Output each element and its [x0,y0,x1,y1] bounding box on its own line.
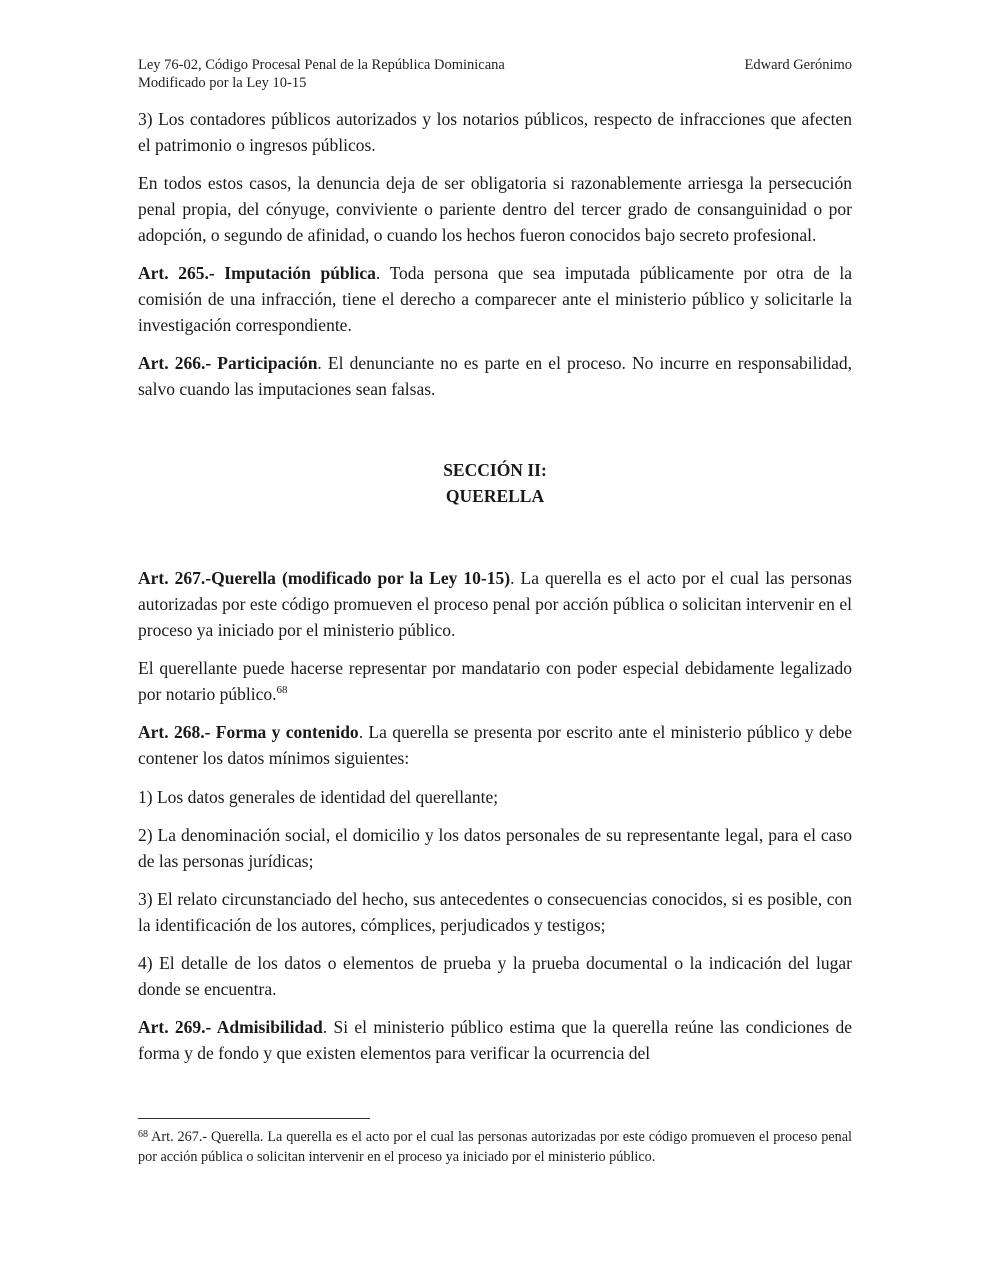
paragraph: En todos estos casos, la denuncia deja de ser obligatoria si razonablemente arriesga la persecución penal propia, del cónyuge, conviviente o pariente dentro del tercer grado de consanguinidad o por adopción, o segundo de afinidad, o cuando los hechos fueron conocidos bajo secreto profesional. [138,173,852,245]
document-page [138,56,852,1079]
header-subtitle: Modificado por la Ley 10-15 [138,75,307,91]
article-text: . La querella se presenta por escrito ante el ministerio público y debe contener los datos mínimos siguientes: [138,722,852,769]
section-name: QUERELLA [445,486,545,507]
article-title: Art. 265.- Imputación pública [138,262,376,283]
footnote [138,1128,852,1167]
page-header [138,56,852,92]
footnote-divider [138,1118,370,1119]
list-item: 3) El relato circunstanciado del hecho, sus antecedentes o consecuencias conocidos, si es posible, con la identificación de los autores, cómplices, perjudicados y testigos; [138,888,852,935]
footnote-reference[interactable]: 68 [276,684,288,697]
header-author: Edward Gerónimo [744,57,852,73]
paragraph [138,656,852,708]
article-text: . La querella es el acto por el cual las personas autorizadas por este código promueven el proceso penal por acción pública o solicitan intervenir en el proceso ya iniciado por el ministerio público. [138,568,852,641]
paragraph-text: El querellante puede hacerse representar por mandatario con poder especial debidamente legalizado por notario público. [138,658,852,705]
article-title: Art. 267.-Querella (modificado por la Ley 10-15) [138,568,511,589]
article-text: . El denunciante no es parte en el proceso. No incurre en responsabilidad, salvo cuando las imputaciones sean falsas. [138,352,852,399]
list-item: 4) El detalle de los datos o elementos de prueba y la prueba documental o la indicación del lugar donde se encuentra. [138,953,852,999]
article-title: Art. 268.- Forma y contenido [138,722,359,743]
paragraph: 3) Los contadores públicos autorizados y los notarios públicos, respecto de infracciones que afecten el patrimonio o ingresos públicos. [138,109,852,155]
footnote-text: Art. 267.- Querella. La querella es el acto por el cual las personas autorizadas por este código promueven el proceso penal por acción pública o solicitan intervenir en el proceso ya iniciado por el ministerio público. [138,1129,852,1165]
article-267 [138,566,852,643]
article-265 [138,261,852,338]
article-266 [138,351,852,403]
section-label: SECCIÓN II: [443,460,547,481]
article-title: Art. 266.- Participación [138,352,318,373]
article-title: Art. 269.- Admisibilidad [138,1017,323,1038]
header-title: Ley 76-02, Código Procesal Penal de la República Dominicana [138,57,505,73]
section-heading [138,457,852,509]
footnote-number: 68 [138,1129,148,1140]
article-text: . Toda persona que sea imputada públicamente por otra de la comisión de una infracción, tiene el derecho a comparecer ante el ministerio público y solicitarle la investigación correspondiente. [138,262,852,335]
list-item: 1) Los datos generales de identidad del querellante; [138,786,499,807]
article-269 [138,1015,852,1067]
article-text: . Si el ministerio público estima que la querella reúne las condiciones de forma y de fondo y que existen elementos para verificar la ocurrencia del [138,1017,852,1063]
list-item: 2) La denominación social, el domicilio y los datos personales de su representante legal, para el caso de las personas jurídicas; [138,824,852,871]
article-268 [138,720,852,772]
document-body [138,107,852,1067]
